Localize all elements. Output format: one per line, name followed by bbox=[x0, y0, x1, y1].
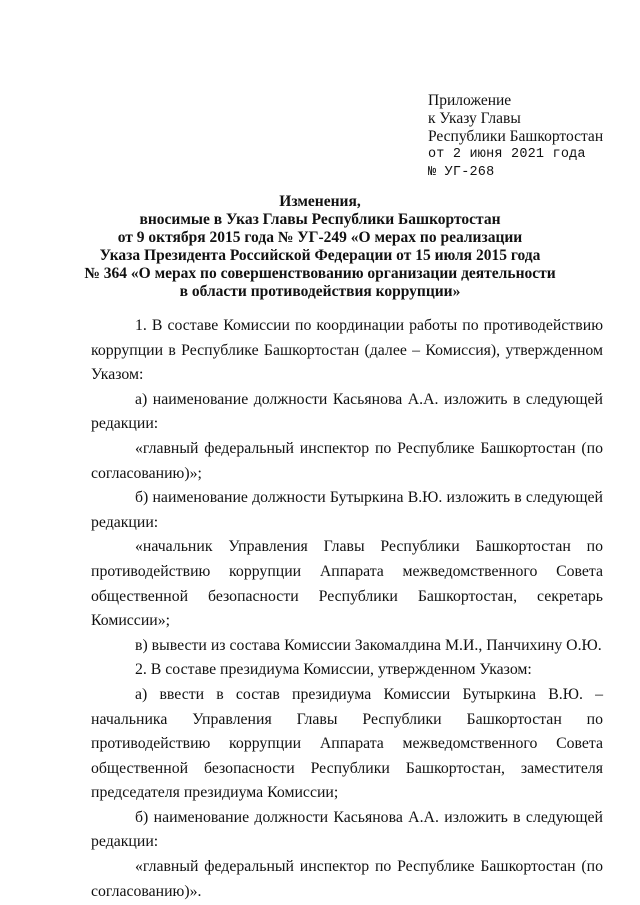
appendix-date: от 2 июня 2021 года bbox=[428, 147, 586, 162]
paragraph-9: б) наименование должности Касьянова А.А. изложить в следующей редакции: bbox=[91, 808, 603, 851]
appendix-line-1: Приложение bbox=[428, 92, 512, 109]
paragraph-4: б) наименование должности Бутыркина В.Ю. изложить в следующей редакции: bbox=[91, 489, 603, 531]
document-title bbox=[80, 193, 560, 301]
paragraph-7: 2. В составе президиума Комиссии, утвержденном Указом: bbox=[135, 661, 532, 679]
paragraph-8: а) ввести в состав президиума Комиссии Бутыркина В.Ю. – начальника Управления Главы Республики Башкортостан по противодействию коррупции Аппарата межведомственного Совета общественной безопасности Республики Башкортостан, заместителя председателя президиума Комиссии; bbox=[91, 685, 603, 802]
paragraph-10: «главный федеральный инспектор по Республике Башкортостан (по согласованию)». bbox=[91, 858, 603, 900]
title-line-3: от 9 октября 2015 года № УГ-249 «О мерах по реализации bbox=[117, 229, 523, 246]
title-line-4: Указа Президента Российской Федерации от 15 июля 2015 года bbox=[99, 247, 541, 264]
appendix-block bbox=[428, 92, 603, 182]
appendix-number: № УГ-268 bbox=[428, 165, 495, 180]
paragraph-1: 1. В составе Комиссии по координации работы по противодействию коррупции в Республике Башкортостан (далее – Комиссия), утвержденном Указом: bbox=[91, 317, 603, 384]
title-line-5: № 364 «О мерах по совершенствованию организации деятельности bbox=[84, 265, 556, 282]
title-line-6: в области противодействия коррупции» bbox=[179, 283, 461, 300]
appendix-line-3: Республики Башкортостан bbox=[428, 128, 604, 145]
paragraph-5: «начальник Управления Главы Республики Башкортостан по противодействию коррупции Аппарата межведомственного Совета общественной безопасности Республики Башкортостан, секретарь Комиссии»; bbox=[91, 538, 603, 630]
paragraph-3: «главный федеральный инспектор по Республике Башкортостан (по согласованию)»; bbox=[91, 439, 603, 482]
title-line-2: вносимые в Указ Главы Республики Башкортостан bbox=[139, 211, 501, 228]
paragraph-6: в) вывести из состава Комиссии Закомалдина М.И., Панчихину О.Ю. bbox=[135, 636, 602, 654]
paragraph-2: а) наименование должности Касьянова А.А. изложить в следующей редакции: bbox=[91, 390, 603, 433]
document-body bbox=[91, 314, 603, 904]
title-line-1: Изменения, bbox=[279, 193, 361, 210]
appendix-line-2: к Указу Главы bbox=[428, 110, 521, 127]
